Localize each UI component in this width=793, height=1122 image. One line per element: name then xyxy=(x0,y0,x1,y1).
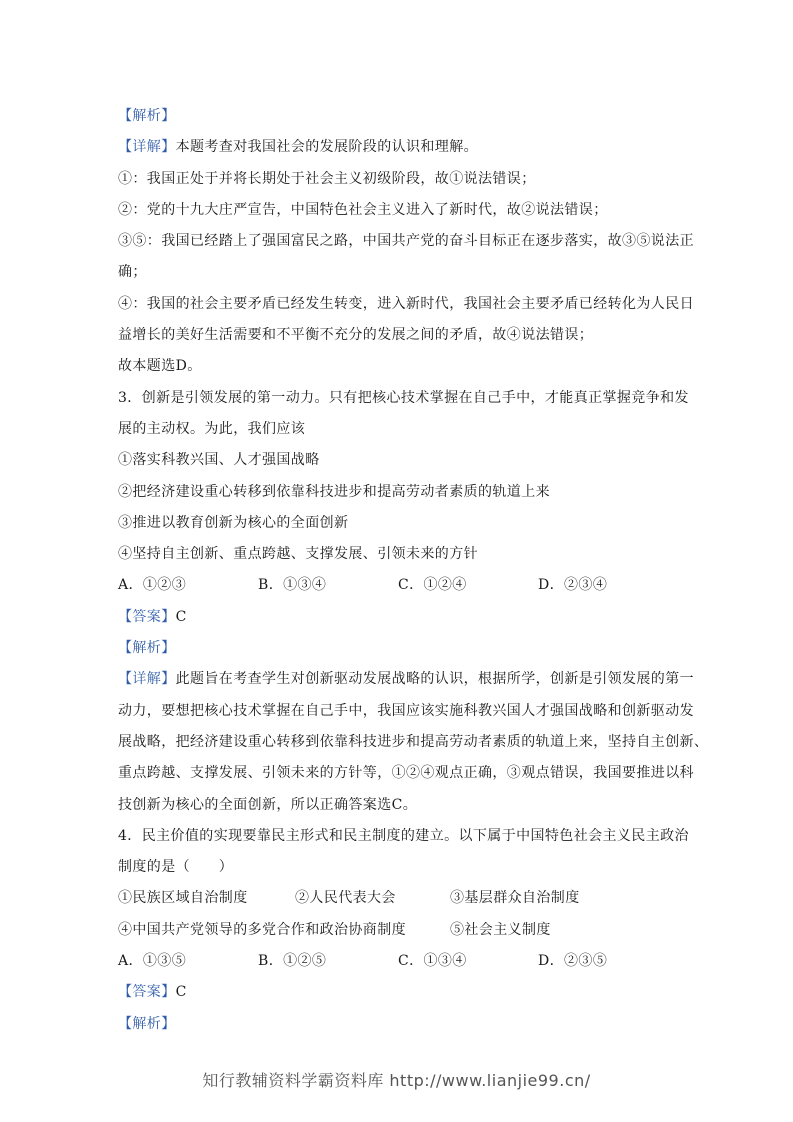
statement-item: ①民族区域自治制度 xyxy=(118,890,248,907)
statement-item: ③基层群众自治制度 xyxy=(450,890,580,907)
option-b: B．①③④ xyxy=(258,577,327,594)
statement-item: ①落实科教兴国、人才强国战略 xyxy=(118,452,320,469)
explanation-line: ③⑤：我国已经踏上了强国富民之路，中国共产党的奋斗目标正在逐步落实，故③⑤说法正 xyxy=(118,233,694,250)
analysis-heading xyxy=(118,1009,678,1040)
statement-row xyxy=(118,915,678,946)
detail-tag: 【详解】 xyxy=(118,671,176,688)
explanation-line: 动力，要想把核心技术掌握在自己手中，我国应该实施科教兴国人才强国战略和创新驱动发 xyxy=(118,702,694,719)
detail-paragraph xyxy=(118,664,695,695)
explanation-line: 展战略，把经济建设重心转移到依靠科技进步和提高劳动者素质的轨道上来，坚持自主创新、 xyxy=(118,733,709,750)
answer-options xyxy=(118,946,678,977)
analysis-tag: 【解析】 xyxy=(118,108,176,124)
detail-tag: 【详解】 xyxy=(118,139,176,156)
statement-item: ⑤社会主义制度 xyxy=(450,921,551,938)
statement-row xyxy=(118,883,678,914)
question-stem: 3．创新是引领发展的第一动力。只有把核心技术掌握在自己手中，才能真正掌握竞争和发 xyxy=(118,389,689,406)
option-d: D．②③⑤ xyxy=(538,953,608,970)
statement-item: ④坚持自主创新、重点跨越、支撑发展、引领未来的方针 xyxy=(118,546,478,563)
explanation-line: ④：我国的社会主要矛盾已经发生转变，进入新时代，我国社会主要矛盾已经转化为人民日 xyxy=(118,295,694,312)
answer-line xyxy=(118,977,678,1008)
answer-value: C xyxy=(175,984,187,1001)
analysis-heading xyxy=(118,101,678,132)
answer-value: C xyxy=(175,608,187,625)
footer-watermark-text: 知行教辅资料学霸资料库 http://www.lianjie99.cn/ xyxy=(202,1071,591,1090)
detail-text: 此题旨在考查学生对创新驱动发展战略的认识，根据所学，创新是引领发展的第一 xyxy=(175,671,695,688)
explanation-line: 确； xyxy=(118,264,147,281)
answer-line xyxy=(118,602,678,633)
option-b: B．①②⑤ xyxy=(258,953,327,970)
analysis-tag: 【解析】 xyxy=(118,640,176,657)
question-stem: 4．民主价值的实现要靠民主形式和民主制度的建立。以下属于中国特色社会主义民主政治 xyxy=(118,827,689,844)
statement-item: ③推进以教育创新为核心的全面创新 xyxy=(118,514,349,531)
option-a: A．①②③ xyxy=(118,577,187,594)
answer-tag: 【答案】 xyxy=(118,984,176,1001)
option-a: A．①③⑤ xyxy=(118,953,187,970)
question-stem: 制度的是（ ） xyxy=(118,859,234,876)
analysis-heading xyxy=(118,633,678,664)
explanation-line: ①：我国正处于并将长期处于社会主义初级阶段，故①说法错误； xyxy=(118,170,536,187)
analysis-tag: 【解析】 xyxy=(118,1015,176,1032)
conclusion-line: 故本题选D。 xyxy=(118,358,202,375)
statement-item: ②把经济建设重心转移到依靠科技进步和提高劳动者素质的轨道上来 xyxy=(118,483,550,500)
answer-options xyxy=(118,570,678,601)
answer-tag: 【答案】 xyxy=(118,608,176,625)
detail-text: 本题考查对我国社会的发展阶段的认识和理解。 xyxy=(175,139,479,156)
statement-item: ②人民代表大会 xyxy=(295,890,396,907)
explanation-line: 益增长的美好生活需要和不平衡不充分的发展之间的矛盾，故④说法错误； xyxy=(118,327,594,344)
statement-item: ④中国共产党领导的多党合作和政治协商制度 xyxy=(118,921,406,938)
document-body xyxy=(118,101,709,1040)
option-c: C．①③④ xyxy=(398,953,467,970)
option-c: C．①②④ xyxy=(398,577,467,594)
option-d: D．②③④ xyxy=(538,577,608,594)
question-stem: 展的主动权。为此，我们应该 xyxy=(118,420,306,437)
explanation-line: 技创新为核心的全面创新，所以正确答案选C。 xyxy=(118,796,418,813)
explanation-line: ②：党的十九大庄严宣告，中国特色社会主义进入了新时代，故②说法错误； xyxy=(118,201,608,218)
detail-paragraph xyxy=(118,132,678,163)
explanation-line: 重点跨越、支撑发展、引领未来的方针等，①②④观点正确，③观点错误，我国要推进以科 xyxy=(118,765,694,782)
